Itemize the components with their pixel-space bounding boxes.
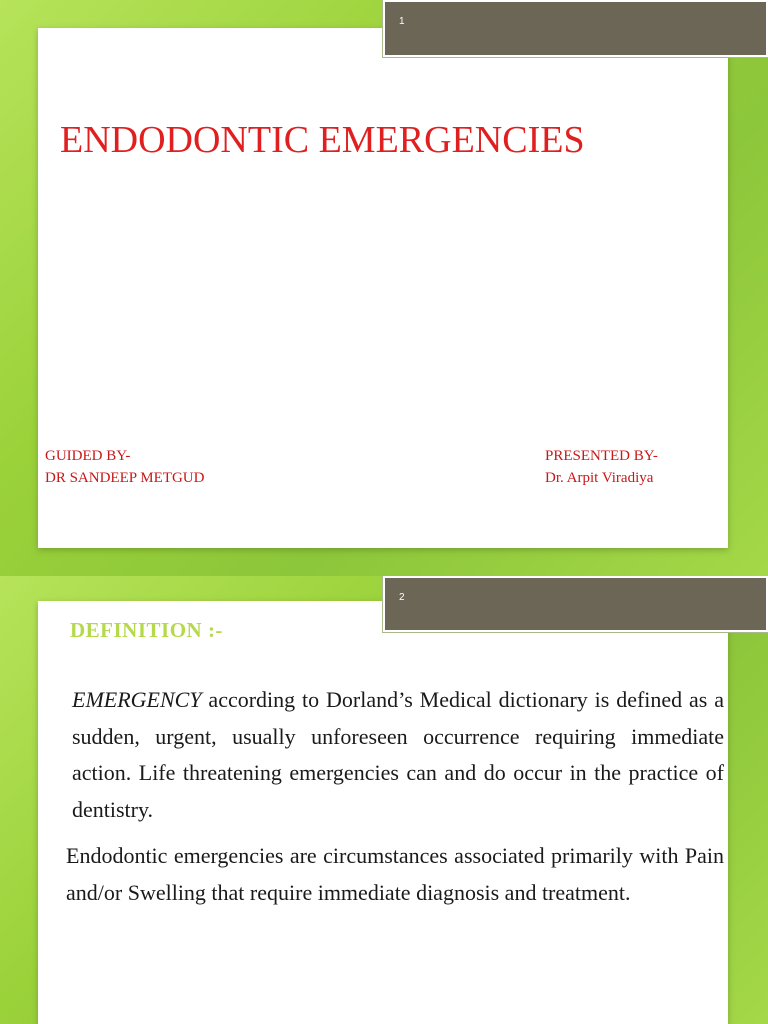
presented-by-block bbox=[545, 445, 658, 489]
endodontic-emergency-paragraph: Endodontic emergencies are circumstances associated primarily with Pain and/or Swelling that require immediate diagnosis and treatment. bbox=[66, 843, 724, 905]
presentation-title: ENDODONTIC EMERGENCIES bbox=[60, 119, 585, 161]
guide-name: DR SANDEEP METGUD bbox=[45, 470, 205, 486]
presenter-name: Dr. Arpit Viradiya bbox=[545, 470, 654, 486]
slide-number-tab bbox=[383, 576, 768, 632]
slide-number: 1 bbox=[399, 16, 405, 27]
guided-by-label: GUIDED BY- bbox=[45, 448, 131, 464]
definition-text: according to Dorland’s Medical dictionary is defined as a sudden, urgent, usually unforeseen occurrence requiring immediate action. Life threatening emergencies can and do occur in the practice of dentistry. bbox=[72, 687, 724, 822]
definition-paragraph bbox=[72, 682, 724, 828]
slide-number-tab bbox=[383, 0, 768, 57]
emergency-term: EMERGENCY bbox=[72, 687, 202, 712]
presented-by-label: PRESENTED BY- bbox=[545, 448, 658, 464]
guided-by-block bbox=[45, 445, 204, 489]
definition-heading: DEFINITION :- bbox=[70, 618, 223, 642]
slide-number: 2 bbox=[399, 592, 405, 603]
